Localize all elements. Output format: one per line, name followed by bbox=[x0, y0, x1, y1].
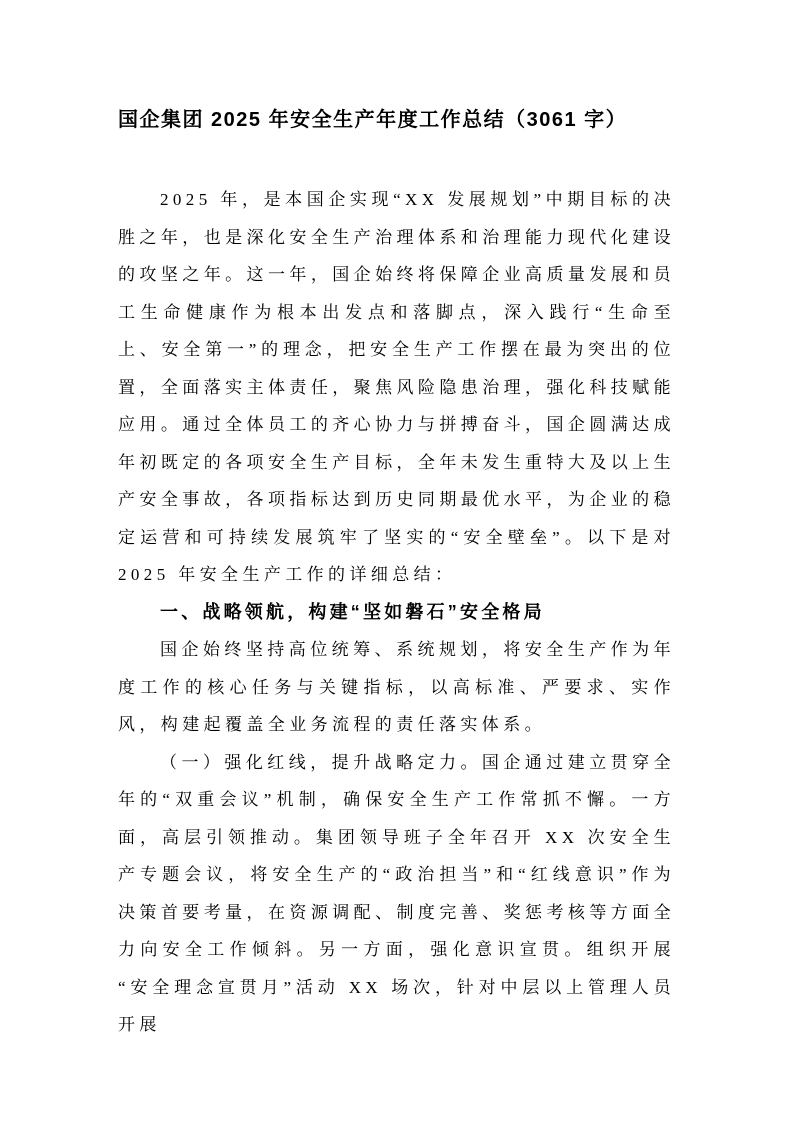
paragraph-section-overview: 国企始终坚持高位统筹、系统规划，将安全生产作为年度工作的核心任务与关键指标，以高标准、严要求、实作风，构建起覆盖全业务流程的责任落实体系。 bbox=[118, 640, 675, 734]
section-heading-strategy: 一、战略领航，构建“坚如磐石”安全格局 bbox=[160, 601, 545, 622]
paragraph-subsection-redline: （一）强化红线，提升战略定力。国企通过建立贯穿全年的“双重会议”机制，确保安全生产工作常抓不懈。一方面，高层引领推动。集团领导班子全年召开 XX 次安全生产专题会议，将安全生产的“政治担当”和“红线意识”作为决策首要考量，在资源调配、制度完善、奖惩考核等方面全力向安全工作倾斜。另一方面，强化意识宣贯。组织开展“安全理念宣贯月”活动 XX 场次，针对中层以上管理人员开展 bbox=[118, 752, 675, 1034]
document-body bbox=[118, 181, 675, 1044]
paragraph-intro: 2025 年，是本国企实现“XX 发展规划”中期目标的决胜之年，也是深化安全生产治理体系和治理能力现代化建设的攻坚之年。这一年，国企始终将保障企业高质量发展和员工生命健康作为根本出发点和落脚点，深入践行“生命至上、安全第一”的理念，把安全生产工作摆在最为突出的位置，全面落实主体责任，聚焦风险隐患治理，强化科技赋能应用。通过全体员工的齐心协力与拼搏奋斗，国企圆满达成年初既定的各项安全生产目标，全年未发生重特大及以上生产安全事故，各项指标达到历史同期最优水平，为企业的稳定运营和可持续发展筑牢了坚实的“安全壁垒”。以下是对 2025 年安全生产工作的详细总结： bbox=[118, 190, 675, 584]
document-title: 国企集团 2025 年安全生产年度工作总结（3061 字） bbox=[118, 109, 628, 131]
